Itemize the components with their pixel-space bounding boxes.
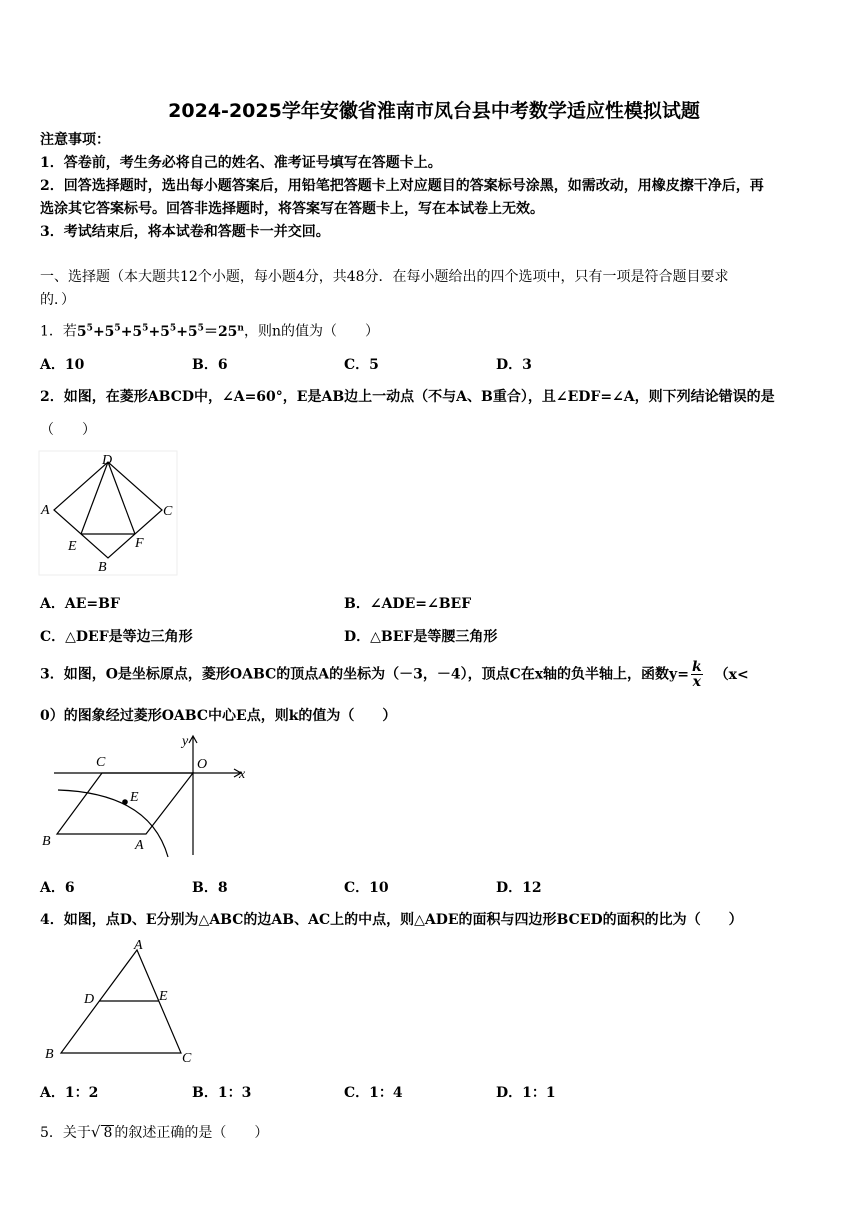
q4-option-d: D．1：1 [496,1085,556,1101]
q3-option-a: A．6 [40,880,75,896]
question-1 [40,318,379,342]
question-4: 4．如图，点D、E分别为△ABC的边AB、AC上的中点，则△ADE的面积与四边形BCED的面积的比为（ ） [40,912,743,928]
question-2-cont: （ ） [40,422,96,438]
question-2: 2．如图，在菱形ABCD中，∠A=60°，E是AB边上一动点（不与A、B重合），且∠EDF=∠A，则下列结论错误的是 [40,389,775,405]
q3-label-b: B [42,834,51,849]
q1-option-d: D．3 [496,357,532,373]
q3-label-o: O [197,757,208,772]
q2-label-c: C [163,504,173,519]
q2-option-d: D．△BEF是等腰三角形 [344,629,498,645]
q3-option-b: B．8 [192,880,228,896]
q2-label-f: F [135,536,144,551]
q4-label-d: D [84,992,95,1007]
q4-option-b: B．1：3 [192,1085,252,1101]
sqrt-symbol: √ [90,1123,101,1141]
q2-option-b: B．∠ADE=∠BEF [344,596,472,612]
section-heading: 一、选择题（本大题共12个小题，每小题4分，共48分．在每小题给出的四个选项中，只有一项是符合题目要求 [40,269,729,285]
notice-item: 1．答卷前，考生务必将自己的姓名、准考证号填写在答题卡上。 [40,155,442,171]
q1-option-a: A．10 [40,357,85,373]
q1-suffix: ，则n的值为（ ） [243,323,379,340]
q2-option-c: C．△DEF是等边三角形 [40,629,193,645]
question-3: 3．如图，O是坐标原点，菱形OABC的顶点A的坐标为（－3，－4），顶点C在x轴的负半轴上，函数y= $\frac{k}{x}$ （x< [40,659,749,690]
q4-label-e: E [159,989,168,1004]
q4-label-c: C [182,1051,192,1066]
q1-expression: $5^5+5^5+5^5+5^5+5^5=25^n$ [76,323,244,340]
question-5: 5．关于√ 8 的叙述正确的是（ ） [40,1123,269,1141]
q3-coordinate-figure [40,733,252,861]
q1-option-b: B．6 [192,357,228,373]
q2-label-d: D [102,453,113,468]
q4-option-a: A．1：2 [40,1085,99,1101]
q2-label-e: E [68,539,77,554]
q4-label-b: B [45,1047,54,1062]
q3-label-y: y [182,734,189,749]
q3-label-e: E [130,790,139,805]
notice-item: 2．回答选择题时，选出每小题答案后，用铅笔把答题卡上对应题目的答案标号涂黑，如需改动，用橡皮擦干净后，再 [40,178,764,194]
q3-label-c: C [96,755,106,770]
q1-option-c: C．5 [344,357,379,373]
page-title: 2024-2025学年安徽省淮南市凤台县中考数学适应性模拟试题 [168,100,700,122]
q1-prefix: 1．若 [40,323,77,340]
q3-option-c: C．10 [344,880,389,896]
q3-label-x: x [239,767,246,782]
q2-rhombus-figure [38,450,180,578]
q2-label-a: A [41,503,50,518]
notice-item: 3．考试结束后，将本试卷和答题卡一并交回。 [40,224,330,240]
section-heading-cont: 的．） [40,292,75,308]
q2-label-b: B [98,560,107,575]
q4-option-c: C．1：4 [344,1085,403,1101]
q3-option-d: D．12 [496,880,542,896]
q3-fraction: $\frac{k}{x}$ [691,659,702,690]
notice-heading: 注意事项： [40,132,110,148]
q3-label-a: A [135,838,144,853]
q5-radicand: 8 [103,1125,113,1141]
question-3-cont: 0）的图象经过菱形OABC中心E点，则k的值为（ ） [40,708,397,724]
q2-option-a: A．AE=BF [40,596,120,612]
notice-item: 选涂其它答案标号。回答非选择题时，将答案写在答题卡上，写在本试卷上无效。 [40,201,544,217]
q4-label-a: A [134,938,143,953]
q4-triangle-figure [40,937,200,1067]
